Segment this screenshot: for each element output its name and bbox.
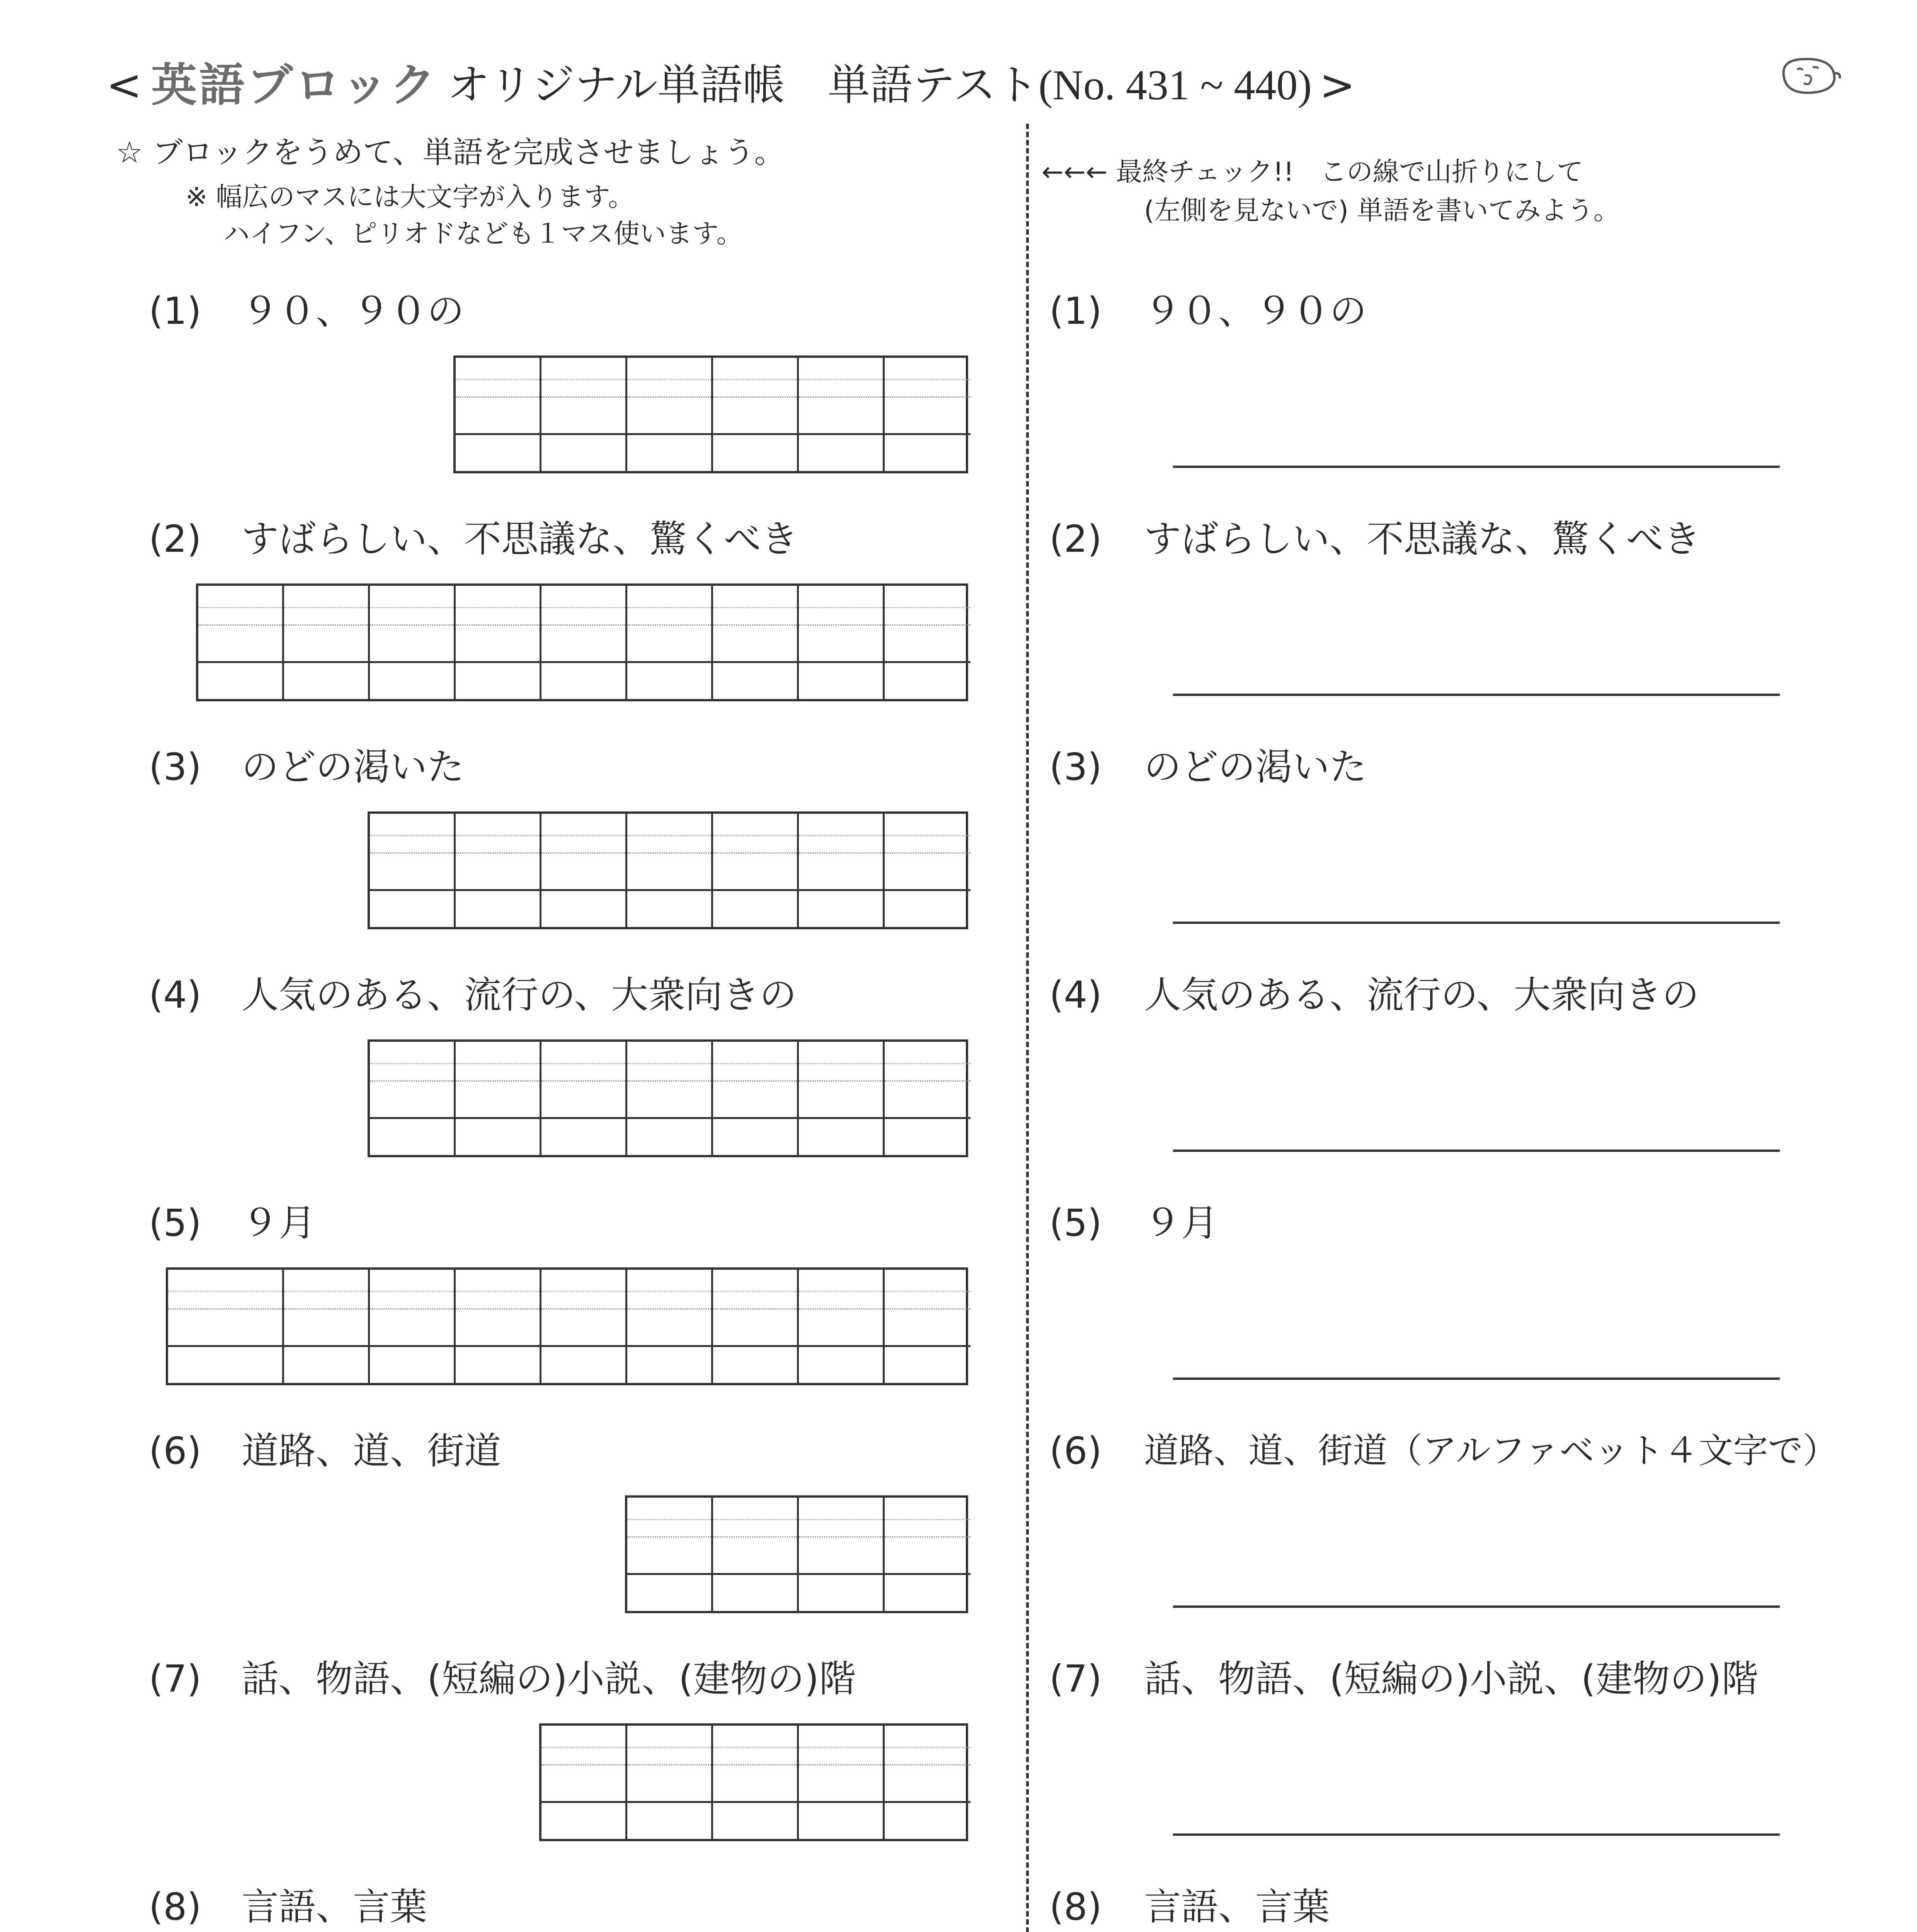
- answer-line[interactable]: [1173, 1833, 1780, 1836]
- letter-cell[interactable]: [799, 358, 885, 471]
- letter-cell[interactable]: [799, 814, 885, 927]
- letter-cell[interactable]: [799, 586, 885, 699]
- letter-cell[interactable]: [284, 1270, 370, 1383]
- question-number: (2): [1049, 517, 1102, 561]
- question-meaning: ９月: [242, 1201, 316, 1245]
- fold-line: [1026, 124, 1029, 1932]
- letter-block-grid: [368, 1039, 968, 1157]
- letter-cell[interactable]: [885, 1726, 970, 1839]
- letter-cell[interactable]: [541, 358, 627, 471]
- letter-block-grid: [368, 811, 968, 929]
- question-meaning: 人気のある、流行の、大衆向きの: [242, 973, 797, 1017]
- letter-cell[interactable]: [627, 1726, 713, 1839]
- question-number: (6): [149, 1429, 201, 1473]
- letter-cell[interactable]: [541, 1042, 627, 1155]
- question-number: (5): [149, 1201, 201, 1245]
- answer-line[interactable]: [1173, 1378, 1780, 1380]
- letter-cell[interactable]: [456, 814, 541, 927]
- letter-block-grid: [166, 1267, 968, 1385]
- letter-block-grid: [539, 1723, 968, 1841]
- letter-cell[interactable]: [713, 586, 799, 699]
- test-number: (No. 431 ~ 440): [1038, 61, 1312, 109]
- letter-cell[interactable]: [885, 1270, 970, 1383]
- question-number: (8): [1049, 1885, 1102, 1929]
- question-number: (1): [1049, 289, 1102, 333]
- question-meaning: ９０、９０の: [1144, 289, 1367, 333]
- question-number: (7): [1049, 1657, 1102, 1701]
- letter-cell[interactable]: [284, 586, 370, 699]
- question-meaning: ９０、９０の: [242, 289, 464, 333]
- answer-line[interactable]: [1173, 466, 1780, 468]
- letter-cell[interactable]: [885, 1042, 970, 1155]
- letter-cell[interactable]: [885, 814, 970, 927]
- letter-cell[interactable]: [627, 1270, 713, 1383]
- question-meaning: 道路、道、街道（アルファベット４文字で）: [1144, 1430, 1838, 1471]
- letter-cell[interactable]: [370, 814, 456, 927]
- letter-cell[interactable]: [198, 586, 284, 699]
- letter-cell[interactable]: [885, 586, 970, 699]
- question-meaning: すばらしい、不思議な、驚くべき: [1144, 517, 1701, 561]
- question-number: (1): [149, 289, 201, 333]
- letter-cell[interactable]: [370, 1042, 456, 1155]
- instruction-note-2: ハイフン、ピリオドなども１マス使います。: [223, 219, 743, 249]
- letter-cell[interactable]: [456, 1270, 541, 1383]
- letter-cell[interactable]: [713, 1270, 799, 1383]
- letter-cell[interactable]: [541, 814, 627, 927]
- instruction-main: ☆ ブロックをうめて、単語を完成させましょう。: [116, 135, 785, 170]
- answer-line[interactable]: [1173, 694, 1780, 696]
- letter-cell[interactable]: [627, 1042, 713, 1155]
- fold-instruction-2: (左側を見ないで) 単語を書いてみよう。: [1144, 196, 1620, 226]
- question-meaning: 言語、言葉: [242, 1885, 427, 1929]
- letter-cell[interactable]: [541, 1270, 627, 1383]
- open-bracket: <: [106, 60, 142, 110]
- question-meaning: のどの渇いた: [1144, 745, 1367, 789]
- letter-cell[interactable]: [456, 358, 541, 471]
- question-meaning: 人気のある、流行の、大衆向きの: [1144, 973, 1699, 1017]
- brand-name: 英語ブロック: [151, 58, 438, 112]
- letter-cell[interactable]: [885, 358, 970, 471]
- letter-cell[interactable]: [370, 1270, 456, 1383]
- question-meaning: 話、物語、(短編の)小説、(建物の)階: [242, 1657, 856, 1701]
- letter-cell[interactable]: [713, 814, 799, 927]
- question-number: (4): [149, 973, 201, 1017]
- fold-instruction-1: ←←← 最終チェック!! この線で山折りにして: [1042, 157, 1583, 187]
- letter-cell[interactable]: [456, 586, 541, 699]
- letter-cell[interactable]: [799, 1726, 885, 1839]
- instruction-note-1: ※ 幅広のマスには大文字が入ります。: [186, 182, 635, 213]
- question-number: (4): [1049, 973, 1102, 1017]
- answer-line[interactable]: [1173, 1605, 1780, 1608]
- question-meaning: 道路、道、街道: [242, 1429, 501, 1473]
- question-number: (2): [149, 517, 201, 561]
- letter-block-grid: [625, 1495, 968, 1613]
- letter-block-grid: [453, 355, 968, 473]
- letter-cell[interactable]: [456, 1042, 541, 1155]
- letter-cell[interactable]: [713, 358, 799, 471]
- letter-cell[interactable]: [168, 1270, 284, 1383]
- question-meaning: のどの渇いた: [242, 745, 464, 789]
- question-number: (5): [1049, 1201, 1102, 1245]
- smiley-face-icon: [1776, 52, 1842, 99]
- letter-cell[interactable]: [799, 1042, 885, 1155]
- page-title: [106, 56, 1355, 114]
- letter-cell[interactable]: [713, 1498, 799, 1611]
- letter-cell[interactable]: [541, 1726, 627, 1839]
- letter-cell[interactable]: [799, 1270, 885, 1383]
- question-meaning: 話、物語、(短編の)小説、(建物の)階: [1144, 1657, 1759, 1701]
- close-bracket: >: [1319, 60, 1355, 110]
- letter-cell[interactable]: [713, 1042, 799, 1155]
- letter-cell[interactable]: [627, 1498, 713, 1611]
- question-meaning: すばらしい、不思議な、驚くべき: [242, 517, 798, 561]
- letter-cell[interactable]: [799, 1498, 885, 1611]
- question-number: (3): [149, 745, 201, 789]
- letter-cell[interactable]: [713, 1726, 799, 1839]
- letter-cell[interactable]: [627, 358, 713, 471]
- question-meaning: ９月: [1144, 1201, 1218, 1245]
- letter-cell[interactable]: [370, 586, 456, 699]
- letter-cell[interactable]: [541, 586, 627, 699]
- question-number: (8): [149, 1885, 201, 1929]
- title-text: オリジナル単語帳 単語テスト: [447, 60, 1039, 110]
- letter-cell[interactable]: [627, 586, 713, 699]
- question-meaning: 言語、言葉: [1144, 1885, 1330, 1929]
- letter-cell[interactable]: [885, 1498, 970, 1611]
- question-number: (6): [1049, 1429, 1102, 1473]
- answer-line[interactable]: [1173, 922, 1780, 924]
- question-number: (7): [149, 1657, 201, 1701]
- answer-line[interactable]: [1173, 1150, 1780, 1152]
- letter-block-grid: [196, 583, 968, 701]
- letter-cell[interactable]: [627, 814, 713, 927]
- question-number: (3): [1049, 745, 1102, 789]
